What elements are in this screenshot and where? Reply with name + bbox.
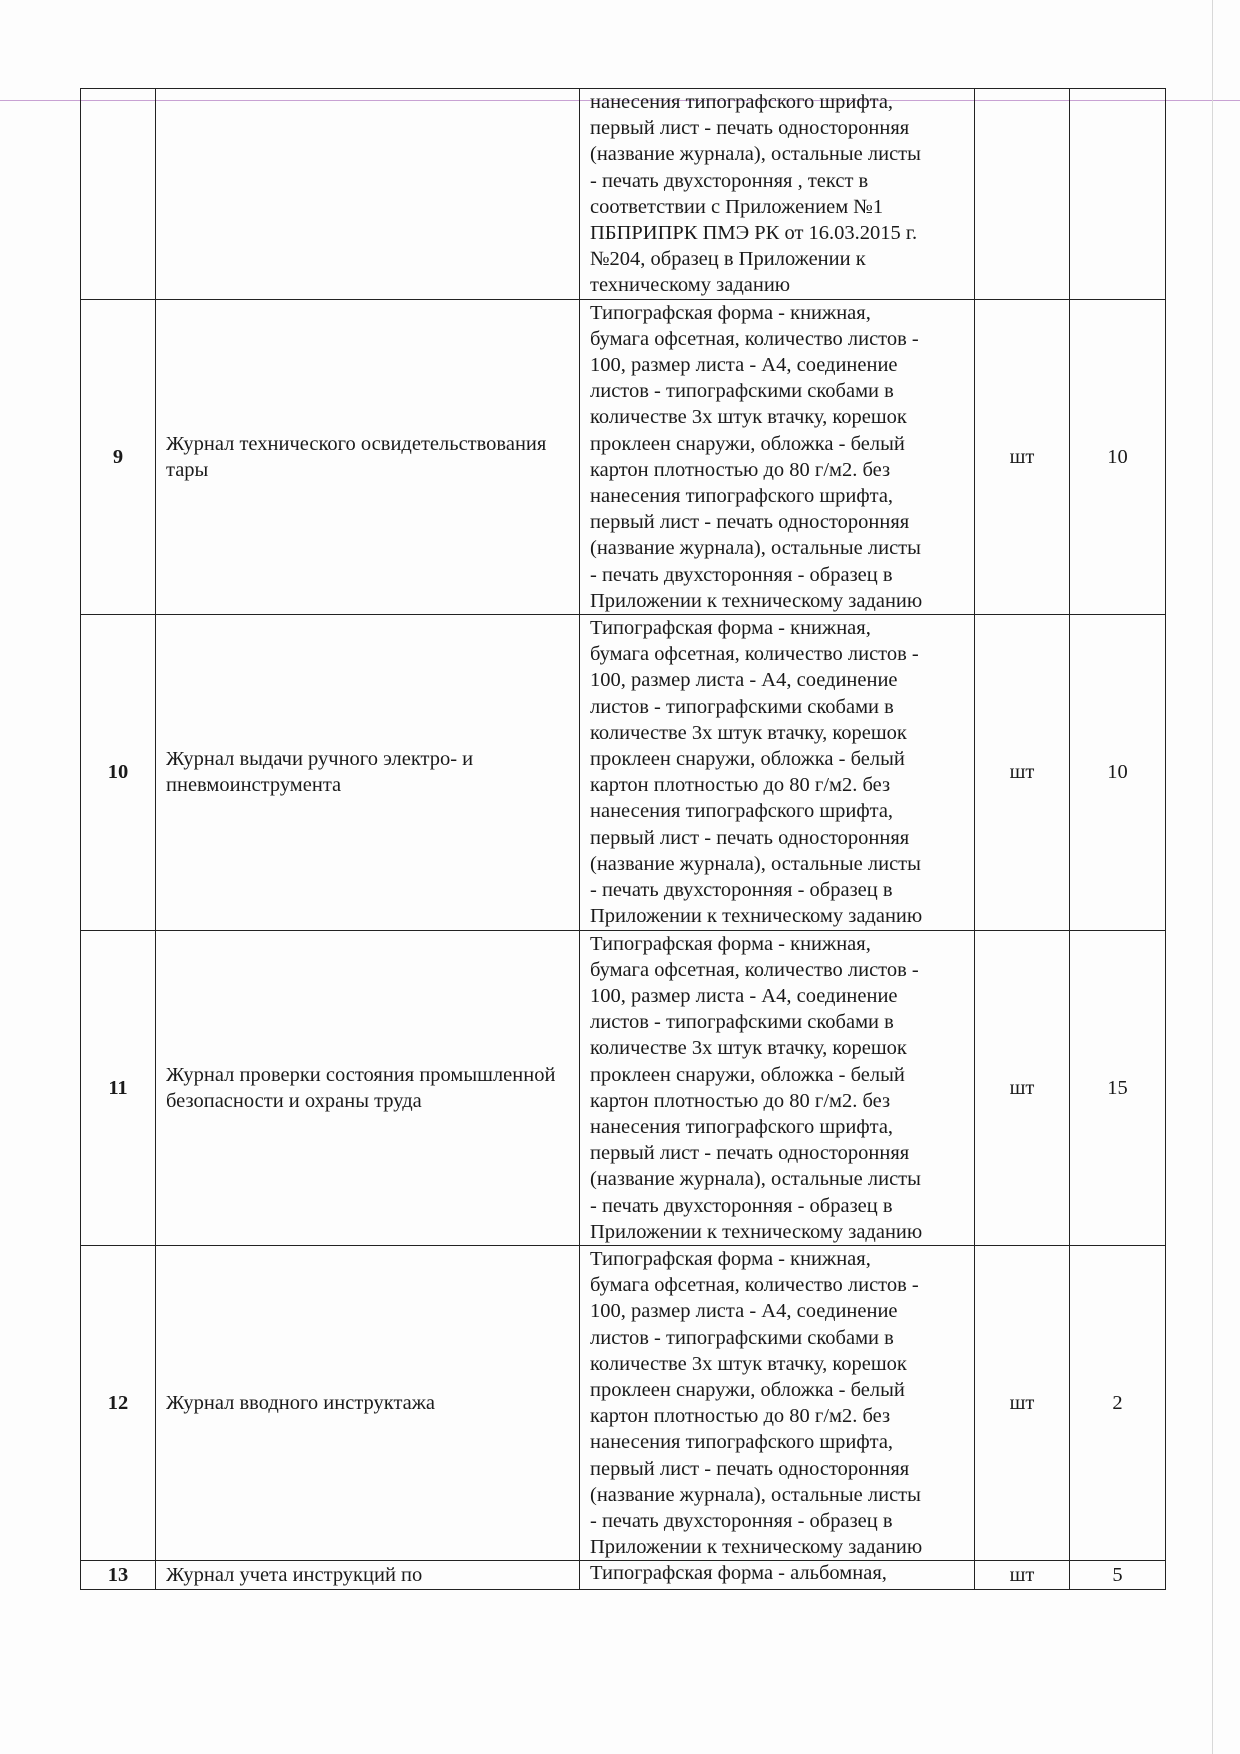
item-specification <box>580 615 975 930</box>
item-unit: шт <box>975 1561 1070 1590</box>
specification-text: Типографская форма - книжная, бумага офсетная, количество листов - 100, размер листа - А4, соединение листов - типографскими скобами в количестве 3х штук втачку, корешок проклеен снаружи, обложка - белый картон плотностью до 80 г/м2. без нанесения типографского шрифта, первый лист - печать односторонняя (название журнала), остальные листы - печать двухсторонняя - образец в Приложении к техническому заданию <box>590 1247 923 1559</box>
item-quantity: 10 <box>1070 615 1166 930</box>
row-number: 12 <box>81 1245 156 1560</box>
table-row <box>81 930 1166 1245</box>
item-unit <box>975 89 1070 300</box>
row-number: 11 <box>81 930 156 1245</box>
specification-text: Типографская форма - книжная, бумага офсетная, количество листов - 100, размер листа - А4, соединение листов - типографскими скобами в количестве 3х штук втачку, корешок проклеен снаружи, обложка - белый картон плотностью до 80 г/м2. без нанесения типографского шрифта, первый лист - печать односторонняя (название журнала), остальные листы - печать двухсторонняя - образец в Приложении к техническому заданию <box>590 932 923 1243</box>
item-quantity: 10 <box>1070 299 1166 614</box>
item-specification <box>580 1245 975 1560</box>
items-table <box>80 88 1166 1590</box>
table-row <box>81 615 1166 930</box>
table-row <box>81 299 1166 614</box>
specification-text: Типографская форма - книжная, бумага офсетная, количество листов - 100, размер листа - А4, соединение листов - типографскими скобами в количестве 3х штук втачку, корешок проклеен снаружи, обложка - белый картон плотностью до 80 г/м2. без нанесения типографского шрифта, первый лист - печать односторонняя (название журнала), остальные листы - печать двухсторонняя - образец в Приложении к техническому заданию <box>590 301 923 612</box>
table-row <box>81 1561 1166 1590</box>
item-name: Журнал технического освидетельствования тары <box>156 299 580 614</box>
item-unit: шт <box>975 930 1070 1245</box>
item-specification <box>580 930 975 1245</box>
item-name: Журнал учета инструкций по <box>156 1561 580 1590</box>
table-row <box>81 89 1166 300</box>
table-row <box>81 1245 1166 1560</box>
specification-text: Типографская форма - книжная, бумага офсетная, количество листов - 100, размер листа - А4, соединение листов - типографскими скобами в количестве 3х штук втачку, корешок проклеен снаружи, обложка - белый картон плотностью до 80 г/м2. без нанесения типографского шрифта, первый лист - печать односторонняя (название журнала), остальные листы - печать двухсторонняя - образец в Приложении к техническому заданию <box>590 617 923 928</box>
row-number: 13 <box>81 1561 156 1590</box>
item-quantity: 2 <box>1070 1245 1166 1560</box>
item-name: Журнал выдачи ручного электро- и пневмоинструмента <box>156 615 580 930</box>
item-quantity: 5 <box>1070 1561 1166 1590</box>
item-unit: шт <box>975 299 1070 614</box>
row-number: 10 <box>81 615 156 930</box>
page-margin-line <box>1212 0 1213 1754</box>
item-name: Журнал вводного инструктажа <box>156 1245 580 1560</box>
item-specification <box>580 299 975 614</box>
item-quantity: 15 <box>1070 930 1166 1245</box>
item-quantity <box>1070 89 1166 300</box>
item-name: Журнал проверки состояния промышленной безопасности и охраны труда <box>156 930 580 1245</box>
row-number: 9 <box>81 299 156 614</box>
item-unit: шт <box>975 615 1070 930</box>
row-number <box>81 89 156 300</box>
specification-text: нанесения типографского шрифта, первый лист - печать односторонняя (название журнала), остальные листы - печать двухсторонняя , текст в соответствии с Приложением №1 ПБПРИПРК ПМЭ РК от 16.03.2015 г. №204, образец в Приложении к техническому заданию <box>590 91 921 297</box>
item-name <box>156 89 580 300</box>
specification-text: Типографская форма - альбомная, <box>590 1562 887 1585</box>
item-specification <box>580 1561 975 1590</box>
item-unit: шт <box>975 1245 1070 1560</box>
item-specification <box>580 89 975 300</box>
